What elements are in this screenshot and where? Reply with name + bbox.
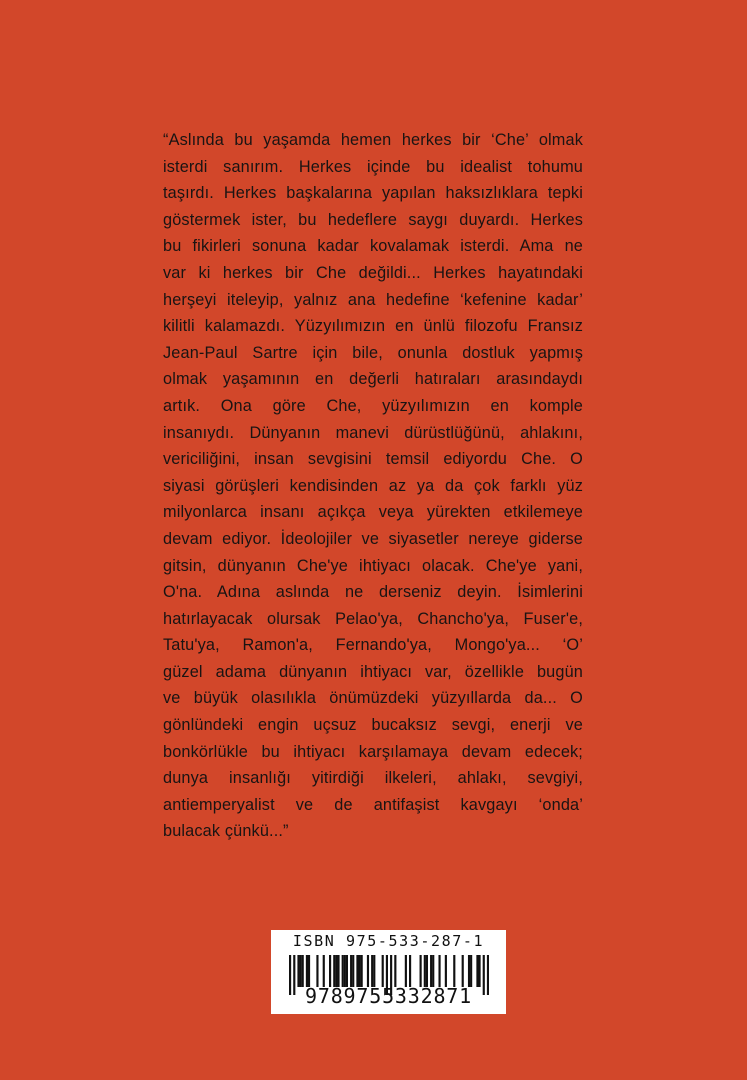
- barcode-bar: [405, 955, 407, 987]
- barcode-bar: [306, 955, 308, 987]
- barcode-bar: [432, 955, 434, 987]
- quote-line: gitsin, dünyanın Che'ye ihtiyacı olacak. Che'ye yani,: [163, 556, 583, 575]
- barcode-bar: [346, 955, 348, 987]
- quote-line: Jean-Paul Sartre için bile, onunla dostluk yapmış: [163, 343, 583, 362]
- quote-line: göstermek ister, bu hedeflere saygı duyardı. Herkes: [163, 210, 583, 229]
- quote-line: hatırlayacak olursak Pelao'ya, Chancho'ya, Fuser'e,: [163, 609, 583, 628]
- quote-line: bu fikirleri sonuna kadar kovalamak isterdi. Ama ne: [163, 237, 583, 256]
- quote-line: milyonlarca insanı açıkça veya yürekten etkilemeye: [163, 503, 583, 522]
- back-cover-quote: [163, 127, 583, 845]
- barcode-bar: [394, 955, 396, 987]
- isbn-label: ISBN 975-533-287-1: [292, 932, 485, 950]
- barcode-bar: [333, 955, 335, 987]
- quote-line: “Aslında bu yaşamda hemen herkes bir ‘Che’ olmak: [163, 131, 583, 149]
- barcode-bar: [373, 955, 375, 987]
- barcode-bar: [438, 955, 440, 987]
- barcode-bar: [476, 955, 478, 987]
- barcode-bar: [382, 955, 384, 987]
- quote-line: bonkörlükle bu ihtiyacı karşılamaya devam edecek;: [163, 742, 583, 761]
- barcode-bar: [352, 955, 354, 987]
- barcode-bar: [350, 955, 352, 987]
- quote-line: artık. Ona göre Che, yüzyılımızın en komple: [163, 396, 583, 415]
- isbn-barcode: [271, 930, 506, 1014]
- barcode-bar: [462, 955, 464, 987]
- quote-line: O'na. Adına aslında ne derseniz deyin. İsimlerini: [163, 583, 583, 602]
- barcode-bar: [300, 955, 302, 987]
- quote-line: taşırdı. Herkes başkalarına yapılan haksızlıklara tepki: [163, 184, 583, 203]
- barcode-bar: [445, 955, 447, 987]
- quote-line: güzel adama dünyanın ihtiyacı var, özellikle bugün: [163, 662, 583, 681]
- barcode-bar: [329, 955, 331, 987]
- quote-line: vericiliğini, insan sevgisini temsil ediyordu Che. O: [163, 450, 583, 469]
- quote-line: Tatu'ya, Ramon'a, Fernando'ya, Mongo'ya... ‘O’: [163, 636, 583, 655]
- barcode-bar: [344, 955, 346, 987]
- barcode-bar: [356, 955, 358, 987]
- barcode-bar: [409, 955, 411, 987]
- quote-line: insanıydı. Dünyanın manevi dürüstlüğünü, ahlakını,: [163, 423, 583, 442]
- barcode-bar: [468, 955, 470, 987]
- barcode-bar: [420, 955, 422, 987]
- barcode-bar: [426, 955, 428, 987]
- quote-line: herşeyi iteleyip, yalnız ana hedefine ‘kefenine kadar’: [163, 290, 583, 309]
- barcode-bar: [297, 955, 299, 987]
- barcode-bar: [337, 955, 339, 987]
- quote-line: olmak yaşamının en değerli hatıraları arasındaydı: [163, 370, 583, 389]
- quote-line: bulacak çünkü...”: [163, 822, 289, 841]
- barcode-bar: [371, 955, 373, 987]
- quote-line: devam ediyor. İdeolojiler ve siyasetler nereye giderse: [163, 529, 583, 548]
- barcode-bar: [302, 955, 304, 987]
- barcode-bar: [478, 955, 480, 987]
- quote-line: ve büyük olasılıkla önümüzdeki yüzyıllarda da... O: [163, 689, 583, 708]
- barcode-bar: [361, 955, 363, 987]
- barcode-bar: [424, 955, 426, 987]
- quote-line: var ki herkes bir Che değildi... Herkes hayatındaki: [163, 263, 583, 282]
- quote-line: dunya insanlığı yitirdiği ilkeleri, ahlakı, sevgiyi,: [163, 769, 583, 788]
- barcode-bar: [316, 955, 318, 987]
- barcode-bar: [323, 955, 325, 987]
- barcode-bar: [453, 955, 455, 987]
- barcode-bar: [470, 955, 472, 987]
- barcode-bar: [342, 955, 344, 987]
- barcode-bar: [358, 955, 360, 987]
- quote-line: siyasi görüşleri kendisinden az ya da çok farklı yüz: [163, 476, 583, 495]
- quote-line: isterdi sanırım. Herkes içinde bu idealist tohumu: [163, 157, 583, 176]
- quote-line: antiemperyalist ve de antifaşist kavgayı ‘onda’: [163, 795, 583, 814]
- quote-line: gönlündeki engin uçsuz bucaksız sevgi, enerji ve: [163, 716, 583, 735]
- quote-line: kilitli kalamazdı. Yüzyılımızın en ünlü filozofu Fransız: [163, 317, 583, 336]
- barcode-bar: [430, 955, 432, 987]
- barcode-bar: [367, 955, 369, 987]
- barcode-bar: [308, 955, 310, 987]
- barcode-bar: [335, 955, 337, 987]
- ean-digits: 9789755332871: [305, 984, 472, 1008]
